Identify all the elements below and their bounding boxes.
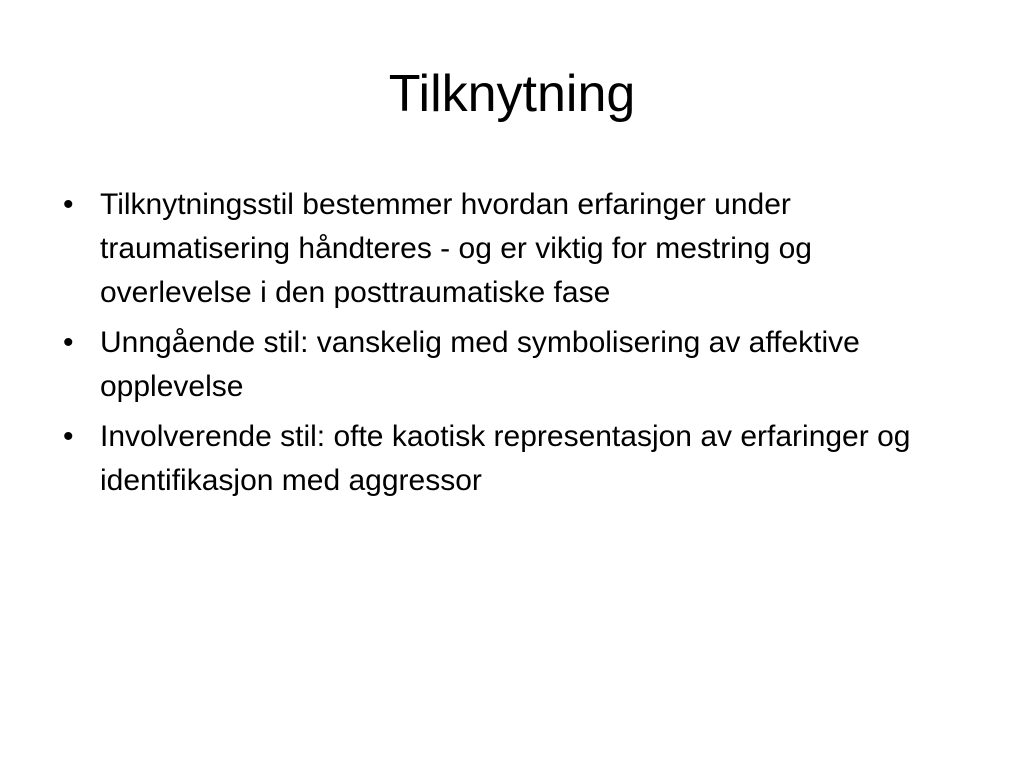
bullet-text-3: Involverende stil: ofte kaotisk representasjon av erfaringer og identifikasjon med aggressor <box>100 420 911 497</box>
bullet-dot-icon: • <box>63 420 74 453</box>
bullet-item-3 <box>60 415 960 503</box>
bullet-text-2: Unngående stil: vanskelig med symbolisering av affektive opplevelse <box>100 326 860 403</box>
slide-title: Tilknytning <box>388 65 636 123</box>
bullet-text-1: Tilknytningsstil bestemmer hvordan erfaringer under traumatisering håndteres - og er viktig for mestring og overlevelse i den posttraumatiske fase <box>100 188 812 309</box>
bullet-dot-icon: • <box>63 326 74 359</box>
bullet-list <box>60 183 960 509</box>
bullet-item-2 <box>60 321 960 409</box>
bullet-item-1 <box>60 183 960 315</box>
bullet-dot-icon: • <box>63 188 74 221</box>
